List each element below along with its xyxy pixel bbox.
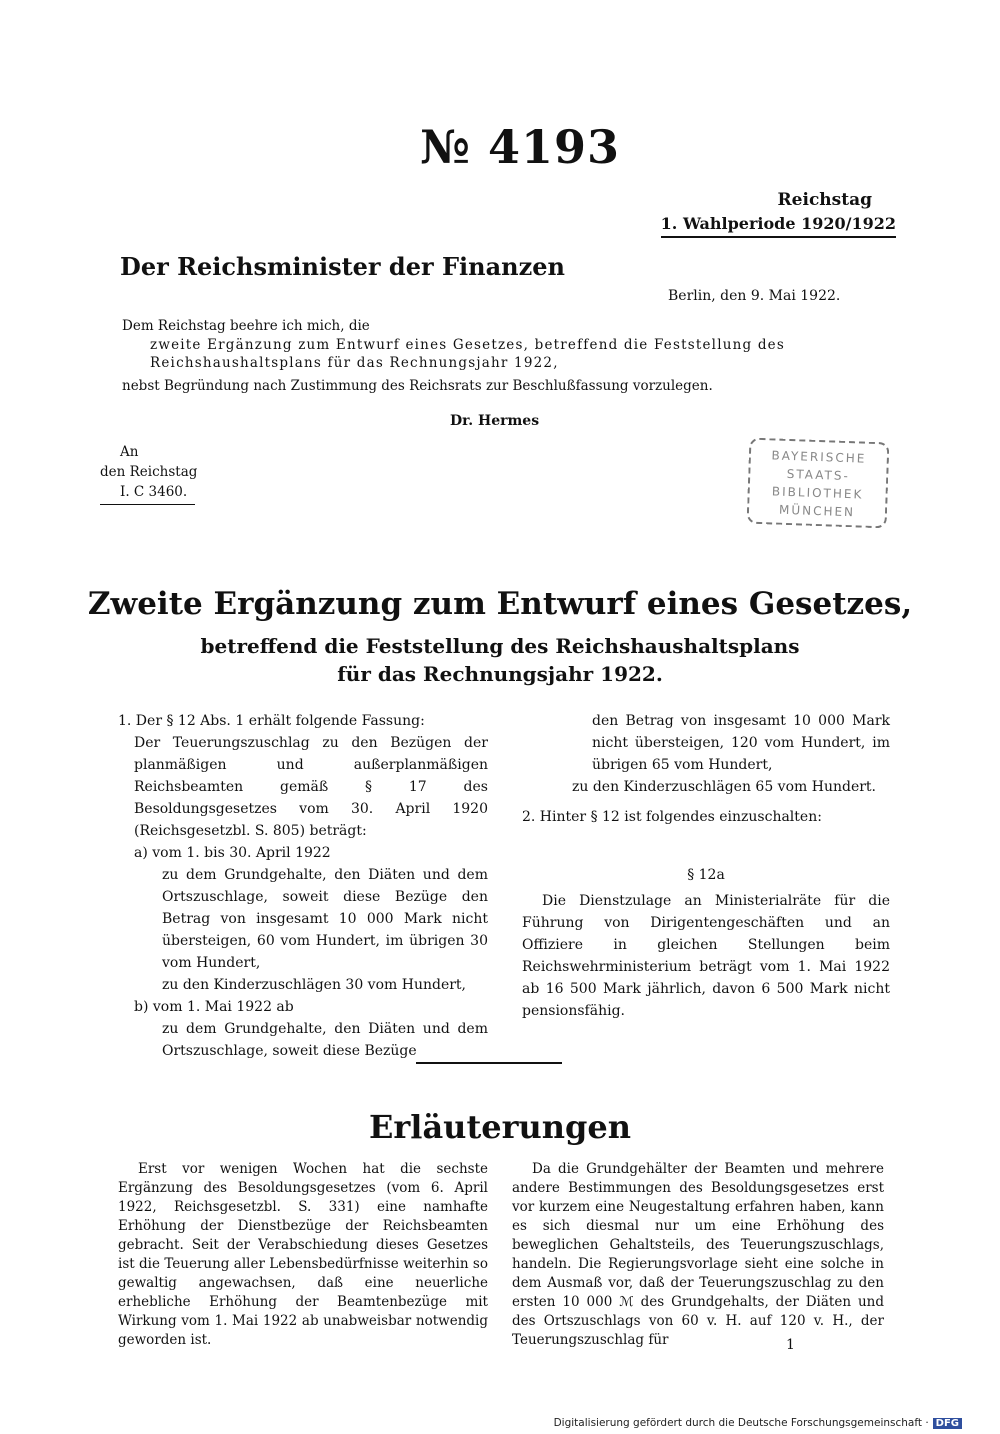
explanations-right-column: Da die Grundgehälter der Beamten und mehrere andere Bestimmungen des Besoldungsgesetzes erst vor kurzem eine Neugestaltung erfahren haben, kann es sich diesmal nur um eine Erhöhung des beweglichen Gehaltsteils, des Teuerungszuschlags, handeln. Die Regierungsvorlage sieht eine solche in dem Ausmaß vor, daß der Teuerungszuschlag zu den ersten 10 000 ℳ des Grundgehalts, der Diäten und des Ortszuschlags von 60 v. H. auf 120 v. H., der Teuerungszuschlag für [512, 1161, 884, 1348]
footer-text: Digitalisierung gefördert durch die Deutsche Forschungsgemeinschaft · [553, 1417, 929, 1429]
item-a-label: a) vom 1. bis 30. April 1922 [134, 845, 331, 861]
item-a-children: zu den Kinderzuschlägen 30 vom Hundert, [162, 977, 467, 993]
intro-line-3: nebst Begründung nach Zustimmung des Reichsrats zur Beschlußfassung vorzulegen. [122, 378, 713, 394]
digitization-footer [554, 1417, 962, 1429]
section-12a-heading: § 12a [687, 867, 725, 883]
stamp-line: BAYERISCHE [771, 448, 867, 466]
item-1-intro: 1. Der § 12 Abs. 1 erhält folgende Fassung: [118, 713, 425, 729]
item-1-text: Der Teuerungszuschlag zu den Bezügen der planmäßigen und außerplanmäßigen Reichsbeamten gemäß § 17 des Besoldungsgesetzes vom 30. April 1920 (Reichsgesetzbl. S. 805) beträgt: [134, 735, 488, 839]
item-2: 2. Hinter § 12 ist folgendes einzuschalten: [522, 809, 822, 825]
item-b-children: zu den Kinderzuschlägen 65 vom Hundert. [572, 779, 877, 795]
section-12a-text: Die Dienstzulage an Ministerialräte für die Führung von Dirigentengeschäften und an Offiziere in gleichen Stellungen beim Reichswehrministerium beträgt vom 1. Mai 1922 ab 16 500 Mark jährlich, davon 6 500 Mark nicht pensionsfähig. [522, 893, 890, 1019]
bill-text-right-column [522, 710, 890, 1022]
ministry-heading: Der Reichsminister der Finanzen [120, 252, 565, 281]
signature: Dr. Hermes [450, 413, 540, 429]
section-divider [416, 1062, 562, 1064]
dateline: Berlin, den 9. Mai 1922. [668, 288, 841, 304]
intro-line-2: zweite Ergänzung zum Entwurf eines Gesetzes, betreffend die Feststellung des Reichshaushaltsplans für das Rechnungsjahr 1922, [150, 337, 785, 371]
explanations-title: Erläuterungen [369, 1108, 631, 1146]
bill-subtitle-2: für das Rechnungsjahr 1922. [337, 662, 663, 686]
stamp-line: MÜNCHEN [778, 502, 856, 520]
stamp-line: BIBLIOTHEK [771, 484, 864, 502]
electoral-period: 1. Wahlperiode 1920/1922 [661, 214, 896, 238]
bill-title: Zweite Ergänzung zum Entwurf eines Gesetzes, [87, 586, 913, 622]
addressee-line-1: An [120, 444, 139, 460]
bill-subtitle-1: betreffend die Feststellung des Reichshaushaltsplans [200, 634, 800, 658]
document-number: № 4193 [420, 120, 621, 174]
bill-text-left-column [118, 710, 488, 1062]
addressee-block [100, 442, 210, 505]
explanations-left-column: Erst vor wenigen Wochen hat die sechste Ergänzung des Besoldungsgesetzes (vom 6. April 1922, Reichsgesetzbl. S. 331) eine namhafte Erhöhung der Dienstbezüge der Reichsbeamten gebracht. Seit der Verabschiedung dieses Gesetzes ist die Teuerung aller Lebensbedürfnisse weiterhin so gewaltig angewachsen, daß eine neuerliche erhebliche Erhöhung der Beamtenbezüge mit Wirkung vom 1. Mai 1922 ab unabweisbar notwendig geworden ist. [118, 1161, 488, 1348]
item-b-label: b) vom 1. Mai 1922 ab [134, 999, 294, 1015]
reference-number: I. C 3460. [100, 482, 195, 505]
addressee-line-2: den Reichstag [100, 464, 198, 480]
intro-line-1: Dem Reichstag beehre ich mich, die [122, 318, 370, 334]
dfg-logo: DFG [933, 1418, 962, 1429]
page-number: 1 [786, 1337, 795, 1353]
item-b-text-start: zu dem Grundgehalte, den Diäten und dem Ortszuschlage, soweit diese Bezüge [162, 1021, 488, 1059]
stamp-line: STAATS- [786, 466, 851, 484]
library-stamp [747, 438, 890, 529]
item-a-text: zu dem Grundgehalte, den Diäten und dem Ortszuschlage, soweit diese Bezüge den Betrag von insgesamt 10 000 Mark nicht übersteigen, 60 vom Hundert, im übrigen 30 vom Hundert, [162, 867, 488, 971]
item-b-text-continued: den Betrag von insgesamt 10 000 Mark nicht übersteigen, 120 vom Hundert, im übrigen 65 vom Hundert, [592, 713, 890, 773]
reichstag-label: Reichstag [777, 190, 872, 210]
